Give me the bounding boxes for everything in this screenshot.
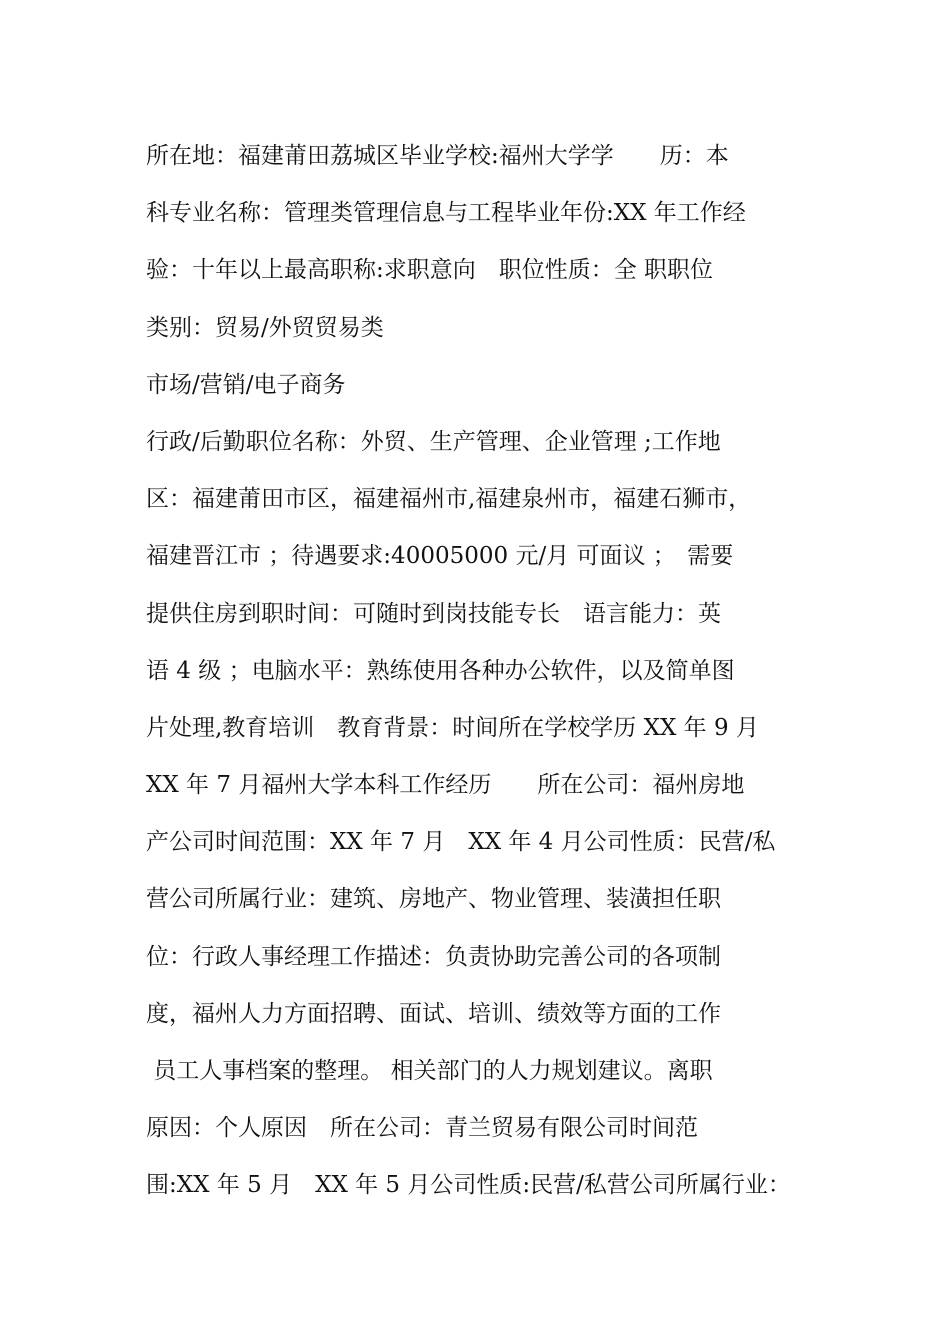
text-line: 语 4 级 ；电脑水平：熟练使用各种办公软件，以及简单图 [146, 657, 735, 684]
text-line: 提供住房到职时间：可随时到岗技能专长 语言能力：英 [146, 600, 721, 627]
text-line: 类别：贸易/外贸贸易类 [146, 314, 384, 341]
text-line: 所在地：福建莆田荔城区毕业学校:福州大学学 历：本 [146, 143, 729, 169]
text-line: 验：十年以上最高职称:求职意向 职位性质：全 职职位 [146, 257, 714, 284]
text-line: 位：行政人事经理工作描述：负责协助完善公司的各项制 [146, 943, 721, 970]
text-line: 员工人事档案的整理。 相关部门的人力规划建议。离职 [146, 1058, 713, 1084]
text-line: 市场/营销/电子商务 [146, 371, 346, 398]
text-line: 度，福州人力方面招聘、面试、培训、绩效等方面的工作 [146, 1000, 721, 1027]
text-line: 片处理,教育培训 教育背景：时间所在学校学历 XX 年 9 月 [146, 714, 759, 741]
text-line: XX 年 7 月福州大学本科工作经历 所在公司：福州房地 [146, 772, 745, 799]
text-line: 原因：个人原因 所在公司：青兰贸易有限公司时间范 [146, 1115, 698, 1142]
text-line: 福建晋江市 ；待遇要求:40005000 元/月 可面议 ； 需要 [146, 543, 734, 570]
text-line: 营公司所属行业：建筑、房地产、物业管理、装潢担任职 [146, 886, 721, 913]
resume-text-block [146, 128, 826, 1215]
text-line: 产公司时间范围：XX 年 7 月 XX 年 4 月公司性质：民营/私 [146, 829, 776, 856]
text-line: 行政/后勤职位名称：外贸、生产管理、企业管理 ;工作地 [146, 428, 721, 455]
text-line: 科专业名称：管理类管理信息与工程毕业年份:XX 年工作经 [146, 200, 746, 227]
text-line: 区：福建莆田市区，福建福州市,福建泉州市，福建石狮市， [146, 486, 752, 513]
text-line: 围:XX 年 5 月 XX 年 5 月公司性质:民营/私营公司所属行业： [146, 1172, 791, 1199]
